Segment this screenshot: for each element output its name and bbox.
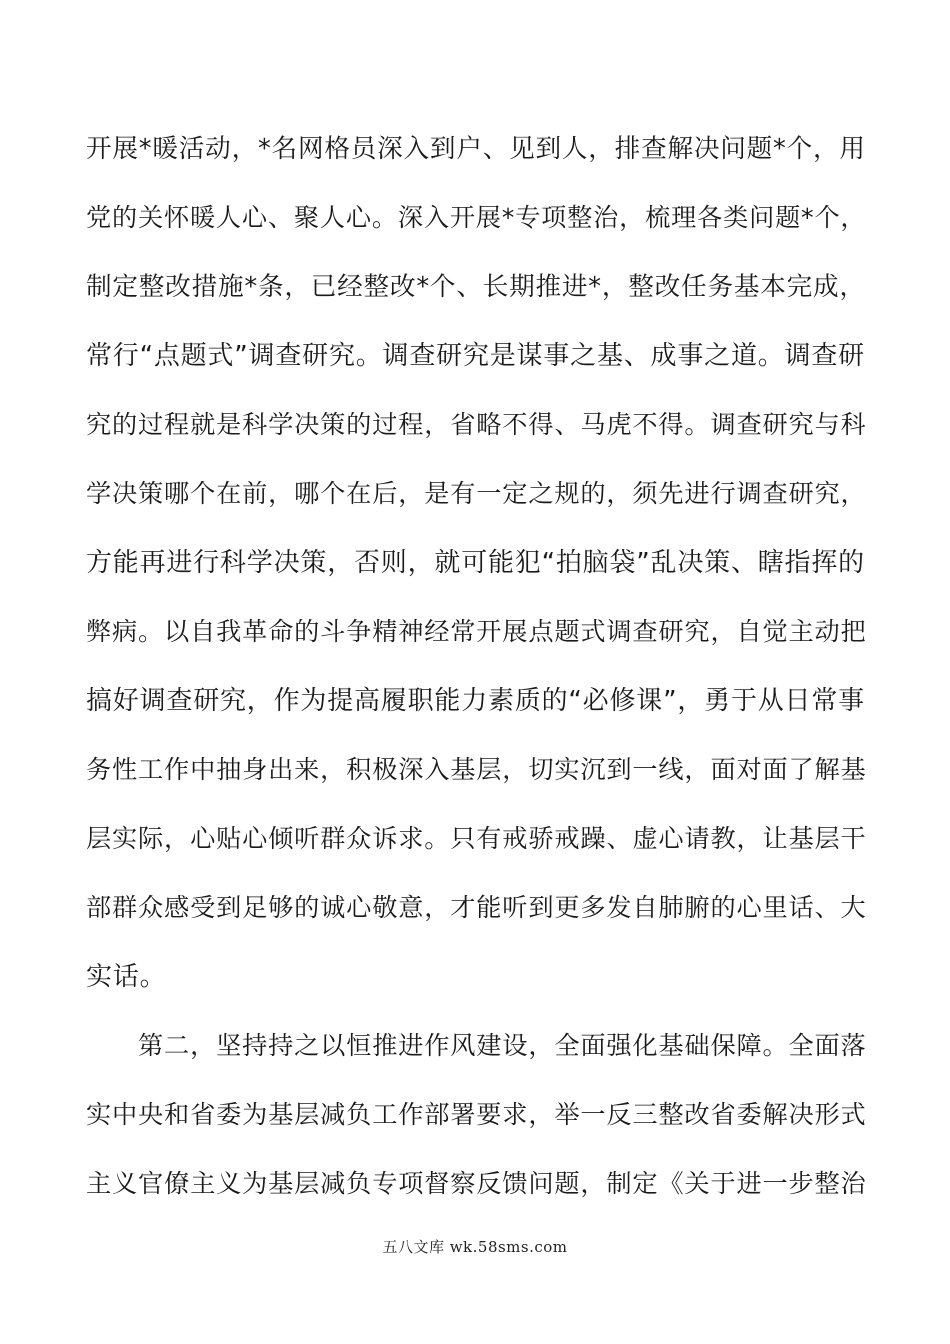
paragraph-line: 方能再进行科学决策，否则，就可能犯“拍脑袋”乱决策、瞎指挥的 [86,548,865,578]
paragraph-line: 主义官僚主义为基层减负专项督察反馈问题，制定《关于进一步整治 [86,1169,867,1198]
paragraph-line: 部群众感受到足够的诚心敬意，才能听到更多发自肺腑的心里话、大 [86,893,867,922]
paragraph-line: 常行“点题式”调查研究。调查研究是谋事之基、成事之道。调查研 [86,341,865,371]
paragraph-line: 搞好调查研究，作为提高履职能力素质的“必修课”，勇于从日常事 [86,686,865,716]
paragraph-line: 党的关怀暖人心、聚人心。深入开展*专项整治，梳理各类问题*个， [86,203,867,232]
paragraph-line: 制定整改措施*条，已经整改*个、长期推进*，整改任务基本完成， [86,272,866,302]
paragraph-line: 弊病。以自我革命的斗争精神经常开展点题式调查研究，自觉主动把 [86,617,867,646]
paragraph-line: 实中央和省委为基层减负工作部署要求，举一反三整改省委解决形式 [86,1100,867,1129]
paragraph-line: 务性工作中抽身出来，积极深入基层，切实沉到一线，面对面了解基 [86,755,867,784]
paragraph-line: 第二，坚持持之以恒推进作风建设，全面强化基础保障。全面落 [86,1031,867,1060]
paragraph-line: 究的过程就是科学决策的过程，省略不得、马虎不得。调查研究与科 [86,410,867,439]
paragraph-line: 学决策哪个在前，哪个在后，是有一定之规的，须先进行调查研究， [86,479,867,508]
paragraph-line: 开展*暖活动，*名网格员深入到户、见到人，排查解决问题*个，用 [86,134,866,164]
footer-watermark: 五八文库 wk.58sms.com [382,1238,568,1256]
paragraph-line: 实话。 [86,962,167,992]
paragraph-line: 层实际，心贴心倾听群众诉求。只有戒骄戒躁、虚心请教，让基层干 [86,824,867,853]
